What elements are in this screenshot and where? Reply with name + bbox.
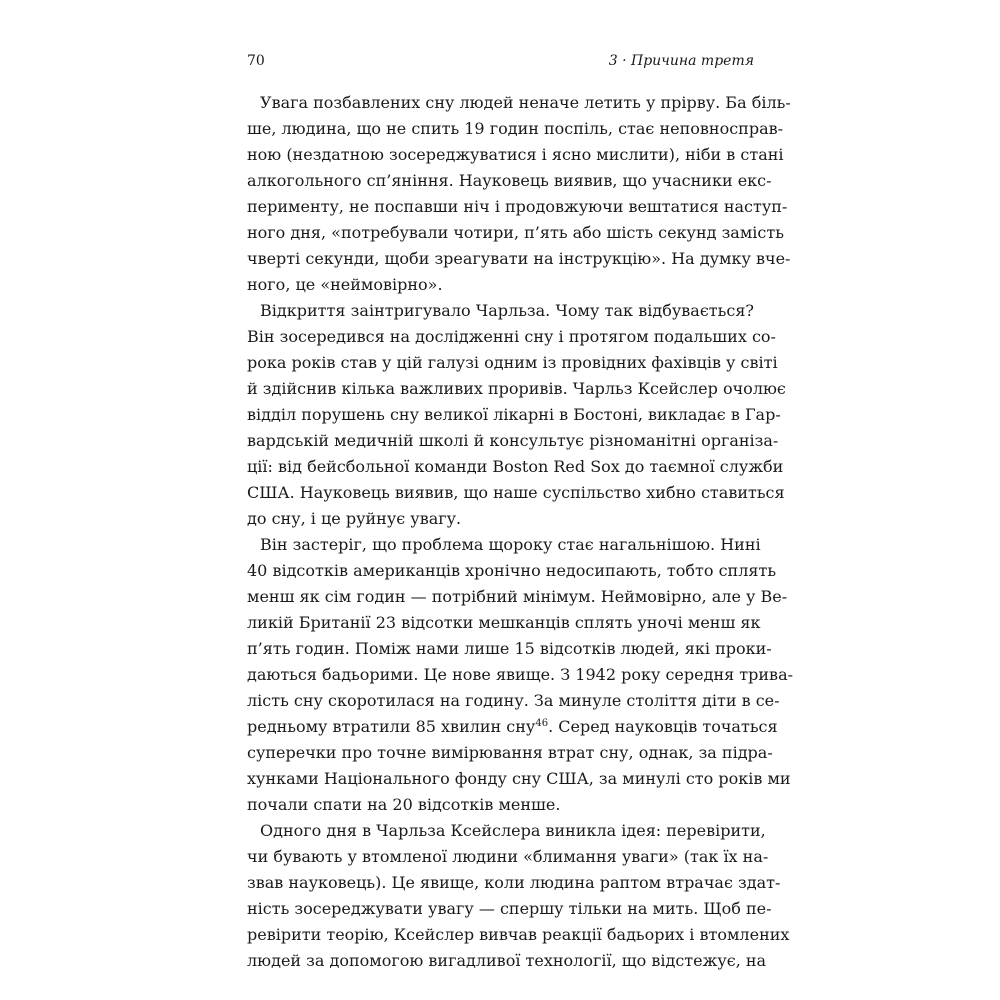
paragraph <box>247 818 790 974</box>
text-line: ного дня, «потребували чотири, п’ять або шість секунд замість <box>247 223 784 242</box>
text-line: п’ять годин. Поміж нами лише 15 відсотків людей, які проки- <box>247 639 772 658</box>
text-line: людей за допомогою вигадливої технології, що відстежує, на <box>247 951 767 970</box>
text-line: США. Науковець виявив, що наше суспільство хибно ставиться <box>247 483 785 502</box>
text-line: почали спати на 20 відсотків менше. <box>247 795 561 814</box>
text-line: 40 відсотків американців хронічно недосипають, тобто сплять <box>247 561 777 580</box>
text-fragment: . Серед науковців точаться <box>548 717 778 736</box>
text-line: Одного дня в Чарльза Ксейслера виникла ідея: перевірити, <box>260 821 766 840</box>
text-line: менш як сім годин — потрібний мінімум. Неймовірно, але у Ве- <box>247 587 788 606</box>
text-line: ність зосереджувати увагу — спершу тільки на мить. Щоб пе- <box>247 899 772 918</box>
page-number: 70 <box>247 53 265 69</box>
text-line: ною (нездатною зосереджуватися і ясно мислити), ніби в стані <box>247 145 784 164</box>
text-line: Він зосередився на дослідженні сну і протягом подальших со- <box>247 327 776 346</box>
text-line: Він застеріг, що проблема щороку стає нагальнішою. Нині <box>260 535 761 554</box>
text-line: ревірити теорію, Ксейслер вивчав реакції бадьорих і втомлених <box>247 925 790 944</box>
paragraph <box>247 298 786 532</box>
text-line: рока років став у цій галузі одним із провідних фахівців у світі <box>247 353 778 372</box>
paragraph <box>247 532 794 818</box>
text-line-with-footnote <box>247 714 778 740</box>
text-line: до сну, і це руйнує увагу. <box>247 509 462 528</box>
running-head <box>247 50 754 72</box>
text-fragment: редньому втратили 85 хвилин сну <box>247 717 536 736</box>
text-line: ше, людина, що не спить 19 годин поспіль, стає неповносправ- <box>247 119 784 138</box>
footnote-reference: 46 <box>535 718 549 729</box>
text-line: суперечки про точне вимірювання втрат сну, однак, за підра- <box>247 743 773 762</box>
body-text <box>247 90 794 974</box>
text-line: Відкриття заінтригувало Чарльза. Чому так відбувається? <box>260 301 754 320</box>
text-line: ції: від бейсбольної команди Boston Red Sox до таємної служби <box>247 457 784 476</box>
text-line: вардській медичній школі й консультує різноманітні організа- <box>247 431 779 450</box>
chapter-title: 3 · Причина третя <box>608 53 754 69</box>
text-line: Увага позбавлених сну людей неначе летить у прірву. Ба біль- <box>260 93 791 112</box>
text-line: ликій Британії 23 відсотки мешканців сплять уночі менш як <box>247 613 761 632</box>
text-line: звав науковець). Це явище, коли людина раптом втрачає здат- <box>247 873 781 892</box>
text-line: відділ порушень сну великої лікарні в Бостоні, викладає в Гар- <box>247 405 781 424</box>
paragraph <box>247 90 791 298</box>
text-line: перименту, не поспавши ніч і продовжуючи вештатися наступ- <box>247 197 788 216</box>
text-line: алкогольного сп’яніння. Науковець виявив, що учасники екс- <box>247 171 772 190</box>
text-line: даються бадьорими. Це нове явище. З 1942 року середня трива- <box>247 665 794 684</box>
text-line: ного, це «неймовірно». <box>247 275 443 294</box>
text-line: й здійснив кілька важливих проривів. Чарльз Ксейслер очолює <box>247 379 786 398</box>
text-line: чверті секунди, щоби зреагувати на інструкцію». На думку вче- <box>247 249 791 268</box>
text-line: хунками Національного фонду сну США, за минулі сто років ми <box>247 769 791 788</box>
text-line: чи бувають у втомленої людини «блимання уваги» (так їх на- <box>247 847 769 866</box>
text-line: лість сну скоротилася на годину. За минуле століття діти в се- <box>247 691 780 710</box>
